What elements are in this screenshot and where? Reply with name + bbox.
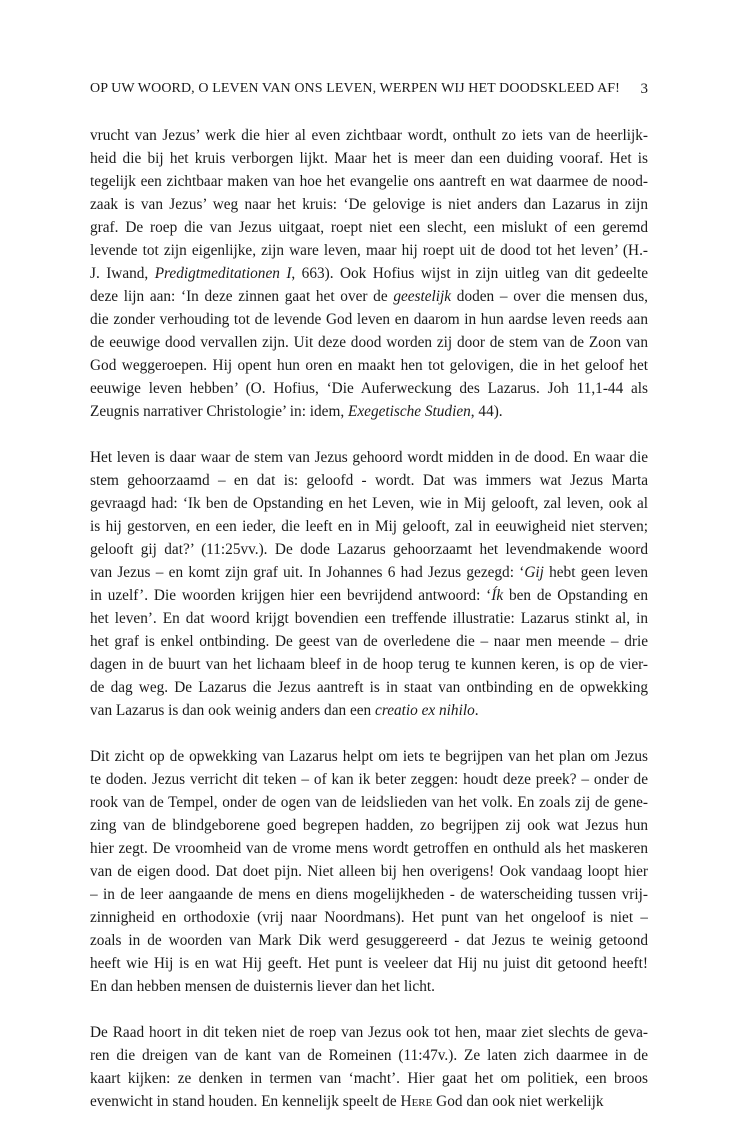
text-line xyxy=(90,952,648,975)
text-segment: die zonder verhouding tot de levende God leven en daarom in hun aardse leven reeds aan xyxy=(90,311,648,328)
text-segment: levende tot zijn eigenlijke, zijn ware leven, maar hij roept uit de dood tot het leven’ (H.- xyxy=(90,242,648,259)
text-segment: eeuwige leven hebben’ (O. Hofius, ‘Die Auferweckung des Lazarus. Joh 11,1-44 als xyxy=(90,380,648,397)
text-line xyxy=(90,814,648,837)
text-line xyxy=(90,676,648,699)
text-line xyxy=(90,929,648,952)
text-line xyxy=(90,860,648,883)
text-segment: heeft wie Hij is en wat Hij geeft. Het punt is veeleer dat Hij nu juist dit getoond heeft! xyxy=(90,955,648,972)
italic-text: Ík xyxy=(491,587,504,604)
text-line xyxy=(90,1044,648,1067)
text-segment: ren die dreigen van de kant van de Romeinen (11:47v.). Ze laten zich daarmee in de xyxy=(90,1047,648,1064)
text-segment: zinnigheid en orthodoxie (vrij naar Noordmans). Het punt van het ongeloof is niet – xyxy=(90,909,648,926)
text-line xyxy=(90,883,648,906)
text-segment: dagen in de buurt van het lichaam bleef in de hoop terug te kunnen keren, is op de vier- xyxy=(90,656,648,673)
text-line xyxy=(90,285,648,308)
text-line xyxy=(90,239,648,262)
text-segment: hier zegt. De vroomheid van de vrome mens wordt getroffen en onthuld als het maskeren xyxy=(90,840,648,857)
italic-text: Gij xyxy=(524,564,544,581)
text-segment: zoals in de woorden van Mark Dik werd gesuggereerd - dat Jezus te weinig getoond xyxy=(90,932,648,949)
text-line xyxy=(90,630,648,653)
text-line xyxy=(90,538,648,561)
text-segment: Het leven is daar waar de stem van Jezus gehoord wordt midden in de dood. En waar die xyxy=(90,449,648,466)
text-line xyxy=(90,400,648,423)
text-segment: te doden. Jezus verricht dit teken – of kan ik beter zeggen: houdt deze preek? – onder de xyxy=(90,771,648,788)
text-segment: evenwicht in stand houden. En kennelijk speelt de xyxy=(90,1093,401,1110)
text-line xyxy=(90,124,648,147)
text-line xyxy=(90,216,648,239)
paragraph xyxy=(90,745,648,998)
text-segment: het leven’. En dat woord krijgt bovendien een treffende illustratie: Lazarus stinkt al, in xyxy=(90,610,648,627)
text-line xyxy=(90,147,648,170)
text-line xyxy=(90,1021,648,1044)
text-line xyxy=(90,607,648,630)
text-segment: doden – over die mensen dus, xyxy=(451,288,648,305)
text-line xyxy=(90,653,648,676)
text-line xyxy=(90,515,648,538)
text-line xyxy=(90,699,648,722)
text-segment: hebt geen leven xyxy=(543,564,648,581)
text-line xyxy=(90,745,648,768)
text-segment: De Raad hoort in dit teken niet de roep van Jezus ook tot hen, maar ziet slechts de geva- xyxy=(90,1024,648,1041)
text-segment: rook van de Tempel, onder de ogen van de leidslieden van het volk. En zoals zij de gene- xyxy=(90,794,648,811)
text-segment: kaart kijken: ze denken in termen van ‘macht’. Hier gaat het om politiek, een broos xyxy=(90,1070,648,1087)
text-line xyxy=(90,377,648,400)
text-line xyxy=(90,170,648,193)
text-segment: , 44). xyxy=(470,403,503,420)
text-segment: heid die bij het kruis verborgen lijkt. Maar het is meer dan een duiding vooraf. Het is xyxy=(90,150,648,167)
text-segment: En dan hebben mensen de duisternis liever dan het licht. xyxy=(90,978,435,995)
text-line xyxy=(90,906,648,929)
text-segment: God dan ook niet werkelijk xyxy=(432,1093,604,1110)
italic-text: creatio ex nihilo xyxy=(375,702,475,719)
text-segment: stem gehoorzaamd – en dat is: geloofd - wordt. Dat was immers wat Jezus Marta xyxy=(90,472,648,489)
text-line xyxy=(90,492,648,515)
italic-text: Predigtmeditationen I xyxy=(154,265,292,282)
text-segment: Dit zicht op de opwekking van Lazarus helpt om iets te begrijpen van het plan om Jezus xyxy=(90,748,648,765)
text-line xyxy=(90,584,648,607)
text-segment: , 663). Ook Hofius wijst in zijn uitleg van dit gedeelte xyxy=(291,265,648,282)
text-segment: tegelijk een zichtbaar maken van hoe het evangelie ons aantreft en wat daarmee de nood- xyxy=(90,173,648,190)
text-line xyxy=(90,561,648,584)
text-line xyxy=(90,469,648,492)
header-title: OP UW WOORD, O LEVEN VAN ONS LEVEN, WERPEN WIJ HET DOODSKLEED AF! xyxy=(90,81,620,96)
text-line xyxy=(90,837,648,860)
italic-text: geestelijk xyxy=(393,288,452,305)
text-segment: van Jezus – en komt zijn graf uit. In Johannes 6 had Jezus gezegd: ‘ xyxy=(90,564,525,581)
body-text xyxy=(90,124,648,1136)
text-line xyxy=(90,791,648,814)
text-line xyxy=(90,975,648,998)
text-line xyxy=(90,262,648,285)
text-segment: deze lijn aan: ‘In deze zinnen gaat het over de xyxy=(90,288,394,305)
text-segment: Zeugnis narrativer Christologie’ in: idem, xyxy=(90,403,349,420)
text-segment: het graf is enkel ontbinding. De geest van de overledene die – naar men meende – drie xyxy=(90,633,648,650)
text-line xyxy=(90,1067,648,1090)
text-segment: van de eigen dood. Dat doet pijn. Niet alleen bij hen overigens! Ook vandaag loopt hier xyxy=(90,863,648,880)
text-segment: God weggeroepen. Hij opent hun oren en maakt hen tot gelovigen, die in het geloof het xyxy=(90,357,648,374)
small-caps-text: Here xyxy=(400,1093,433,1110)
paragraph xyxy=(90,446,648,722)
text-segment: ben de Opstanding en xyxy=(503,587,648,604)
text-segment: vrucht van Jezus’ werk die hier al even zichtbaar wordt, onthult zo iets van de heerlijk- xyxy=(90,127,648,144)
text-segment: de dag weg. De Lazarus die Jezus aantreft is in staat van ontbinding en de opwekking xyxy=(90,679,648,696)
text-line xyxy=(90,768,648,791)
text-segment: van Lazarus is dan ook weinig anders dan een xyxy=(90,702,376,719)
text-segment: . xyxy=(474,702,479,719)
text-segment: de eeuwige dood vervallen zijn. Uit deze dood worden zij door de stem van de Zoon van xyxy=(90,334,648,351)
text-segment: gevraagd had: ‘Ik ben de Opstanding en het Leven, wie in Mij gelooft, zal leven, ook al xyxy=(90,495,648,512)
text-line xyxy=(90,193,648,216)
text-segment: – in de leer aangaande de mens en diens mogelijkheden - de waterscheiding tussen vrij- xyxy=(90,886,648,903)
text-line xyxy=(90,354,648,377)
text-line xyxy=(90,308,648,331)
text-line xyxy=(90,1090,648,1113)
text-segment: in uzelf’. Die woorden krijgen hier een bevrijdend antwoord: ‘ xyxy=(90,587,492,604)
running-header xyxy=(90,79,648,99)
paragraph xyxy=(90,124,648,423)
paragraph xyxy=(90,1021,648,1113)
text-segment: zaak is van Jezus’ weg naar het kruis: ‘De gelovige is niet anders dan Lazarus in zijn xyxy=(90,196,648,213)
text-line xyxy=(90,331,648,354)
text-segment: J. Iwand, xyxy=(90,265,155,282)
text-segment: is hij gestorven, en een ieder, die leeft en in Mij gelooft, zal in eeuwigheid niet sterven; xyxy=(90,518,648,535)
italic-text: Exegetische Studien xyxy=(348,403,471,420)
page-number: 3 xyxy=(640,81,648,97)
text-line xyxy=(90,446,648,469)
text-segment: zing van de blindgeborene goed begrepen hadden, zo begrijpen zij ook wat Jezus hun xyxy=(90,817,648,834)
text-segment: gelooft gij dat?’ (11:25vv.). De dode Lazarus gehoorzaamt het levendmakende woord xyxy=(90,541,648,558)
text-segment: graf. De roep die van Jezus uitgaat, roept niet een slecht, een mislukt of een geremd xyxy=(90,219,648,236)
